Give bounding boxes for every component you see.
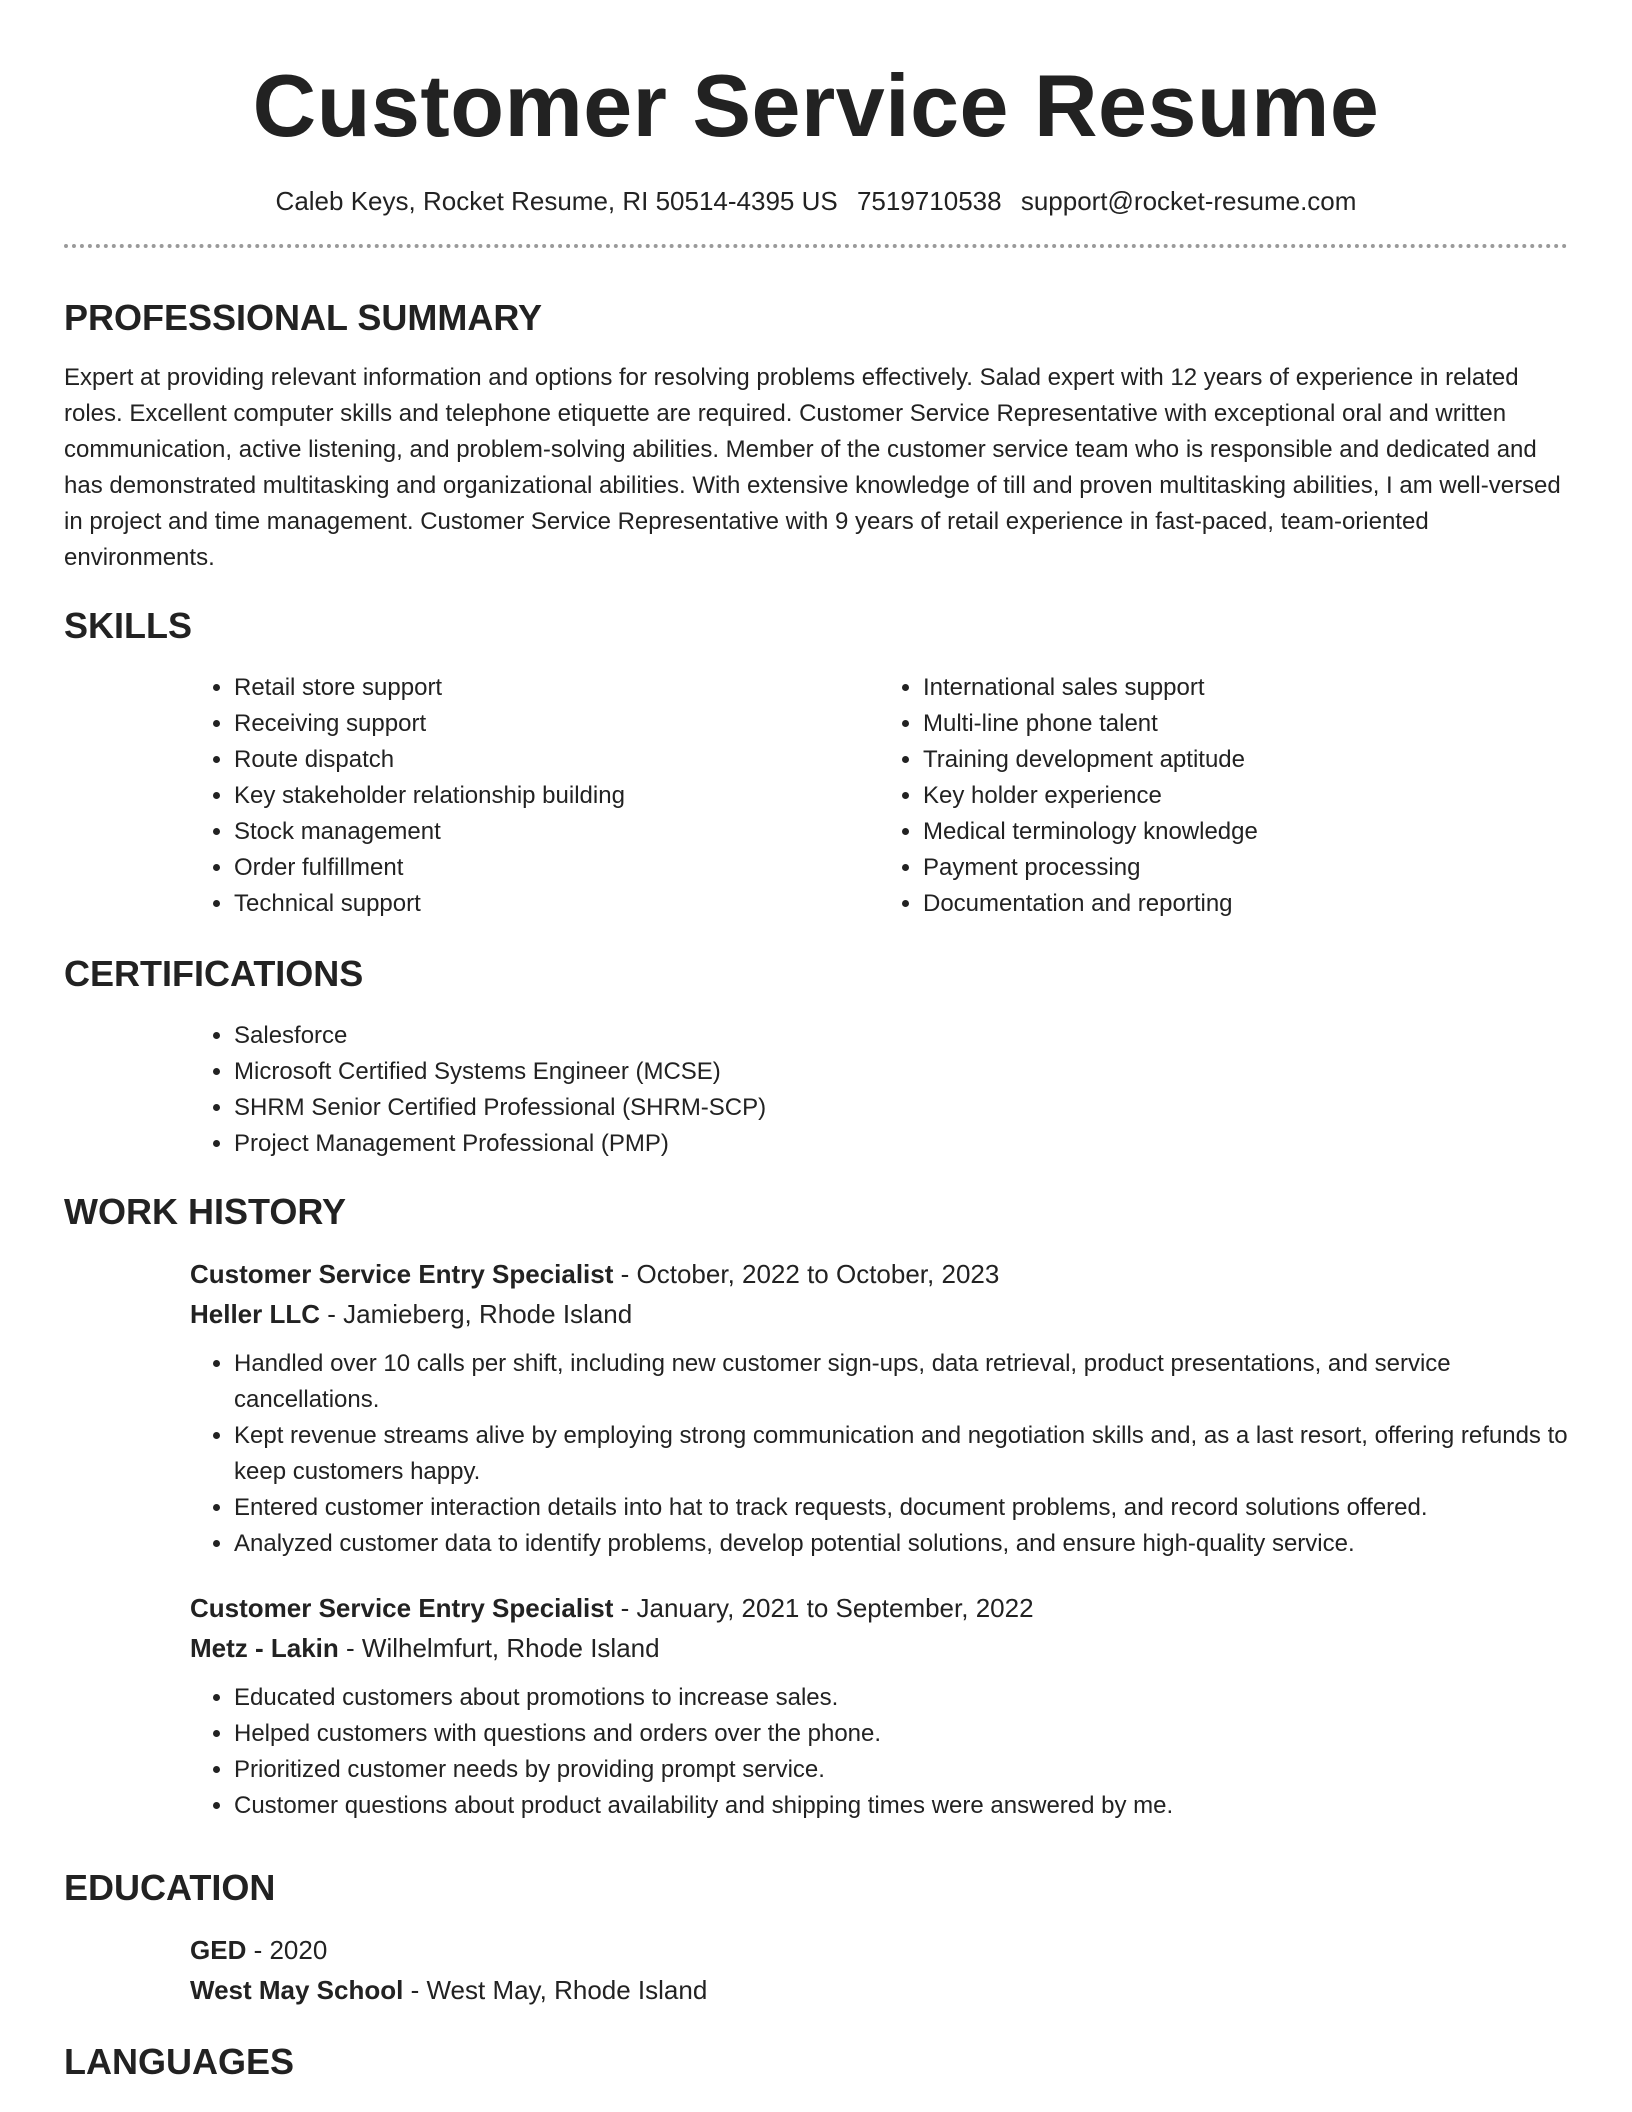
list-item: • Prioritized customer needs by providing prompt service.: [234, 1752, 1568, 1788]
education-entry: [190, 1930, 1568, 2010]
education-school: West May School: [190, 1975, 404, 2005]
job-company-line: [190, 1628, 1568, 1668]
job-dates: - January, 2021 to September, 2022: [613, 1593, 1034, 1623]
skills-list-left: [190, 670, 879, 922]
summary-heading: PROFESSIONAL SUMMARY: [64, 297, 543, 338]
job-company: Metz - Lakin: [190, 1633, 339, 1663]
education-location: - West May, Rhode Island: [403, 1975, 708, 2005]
job-title: Customer Service Entry Specialist: [190, 1593, 614, 1623]
list-item: • Training development aptitude: [923, 742, 1568, 778]
job-location: - Jamieberg, Rhode Island: [320, 1299, 633, 1329]
list-item: • Educated customers about promotions to increase sales.: [234, 1680, 1568, 1716]
job-title-line: [190, 1254, 1568, 1294]
work-history-heading: WORK HISTORY: [64, 1191, 347, 1232]
job-title-line: [190, 1588, 1568, 1628]
education-degree-line: [190, 1930, 1568, 1970]
summary-text: Expert at providing relevant information and options for resolving problems effectively. Salad expert with 12 years of experience in related roles. Excellent computer skills and telephone etiquette are required. Customer Service Representative with exceptional oral and written communication, active listening, and problem-solving abilities. Member of the customer service team who is responsible and dedicated and has demonstrated multitasking and organizational abilities. With extensive knowledge of till and proven multitasking abilities, I am well-versed in project and time management. Customer Service Representative with 9 years of retail experience in fast-paced, team-oriented environments.: [64, 364, 1561, 571]
job-entry: [190, 1588, 1568, 1824]
job-entry: [190, 1254, 1568, 1562]
list-item: • Entered customer interaction details into hat to track requests, document problems, and record solutions offered.: [234, 1490, 1568, 1526]
contact-address: Caleb Keys, Rocket Resume, RI 50514-4395 US: [275, 186, 838, 216]
education-degree: GED: [190, 1935, 247, 1965]
job-dates: - October, 2022 to October, 2023: [613, 1259, 1000, 1289]
job-bullets: [190, 1346, 1568, 1562]
resume-title: Customer Service Resume: [252, 56, 1380, 155]
skills-section: [64, 604, 1568, 922]
languages-heading: LANGUAGES: [64, 2041, 295, 2082]
list-item: • Retail store support: [234, 670, 879, 706]
job-bullets: [190, 1680, 1568, 1824]
job-company: Heller LLC: [190, 1299, 321, 1329]
certifications-list: [190, 1018, 1568, 1162]
job-company-line: [190, 1294, 1568, 1334]
list-item: • Kept revenue streams alive by employing strong communication and negotiation skills and, as a last resort, offering refunds to keep customers happy.: [234, 1418, 1568, 1490]
list-item: • Medical terminology knowledge: [923, 814, 1568, 850]
list-item: • Customer questions about product availability and shipping times were answered by me.: [234, 1788, 1568, 1824]
list-item: • Analyzed customer data to identify problems, develop potential solutions, and ensure high-quality service.: [234, 1526, 1568, 1562]
job-title: Customer Service Entry Specialist: [190, 1259, 614, 1289]
list-item: • SHRM Senior Certified Professional (SHRM-SCP): [234, 1090, 1568, 1126]
list-item: • Stock management: [234, 814, 879, 850]
list-item: • Salesforce: [234, 1018, 1568, 1054]
certifications-heading: CERTIFICATIONS: [64, 953, 364, 994]
contact-email: support@rocket-resume.com: [1020, 186, 1357, 216]
list-item: • Receiving support: [234, 706, 879, 742]
list-item: • Documentation and reporting: [923, 886, 1568, 922]
list-item: • Technical support: [234, 886, 879, 922]
list-item: • Order fulfillment: [234, 850, 879, 886]
list-item: • Route dispatch: [234, 742, 879, 778]
job-location: - Wilhelmfurt, Rhode Island: [338, 1633, 660, 1663]
education-heading: EDUCATION: [64, 1867, 276, 1908]
work-history-section: [64, 1190, 1568, 1824]
skills-columns: [190, 670, 1568, 922]
summary-section: [64, 296, 1568, 576]
languages-section: [64, 2040, 1568, 2084]
list-item: • Helped customers with questions and orders over the phone.: [234, 1716, 1568, 1752]
certifications-section: [64, 952, 1568, 1162]
list-item: • Payment processing: [923, 850, 1568, 886]
list-item: • Project Management Professional (PMP): [234, 1126, 1568, 1162]
list-item: • Microsoft Certified Systems Engineer (MCSE): [234, 1054, 1568, 1090]
education-section: [64, 1866, 1568, 2010]
education-school-line: [190, 1970, 1568, 2010]
list-item: • Key holder experience: [923, 778, 1568, 814]
list-item: • Multi-line phone talent: [923, 706, 1568, 742]
list-item: • Key stakeholder relationship building: [234, 778, 879, 814]
contact-line: [64, 184, 1568, 218]
list-item: • Handled over 10 calls per shift, including new customer sign-ups, data retrieval, product presentations, and service cancellations.: [234, 1346, 1568, 1418]
list-item: • International sales support: [923, 670, 1568, 706]
skills-heading: SKILLS: [64, 605, 193, 646]
skills-list-right: [879, 670, 1568, 922]
contact-phone: 7519710538: [856, 186, 1002, 216]
header-divider: [64, 244, 1568, 248]
education-year: - 2020: [246, 1935, 328, 1965]
